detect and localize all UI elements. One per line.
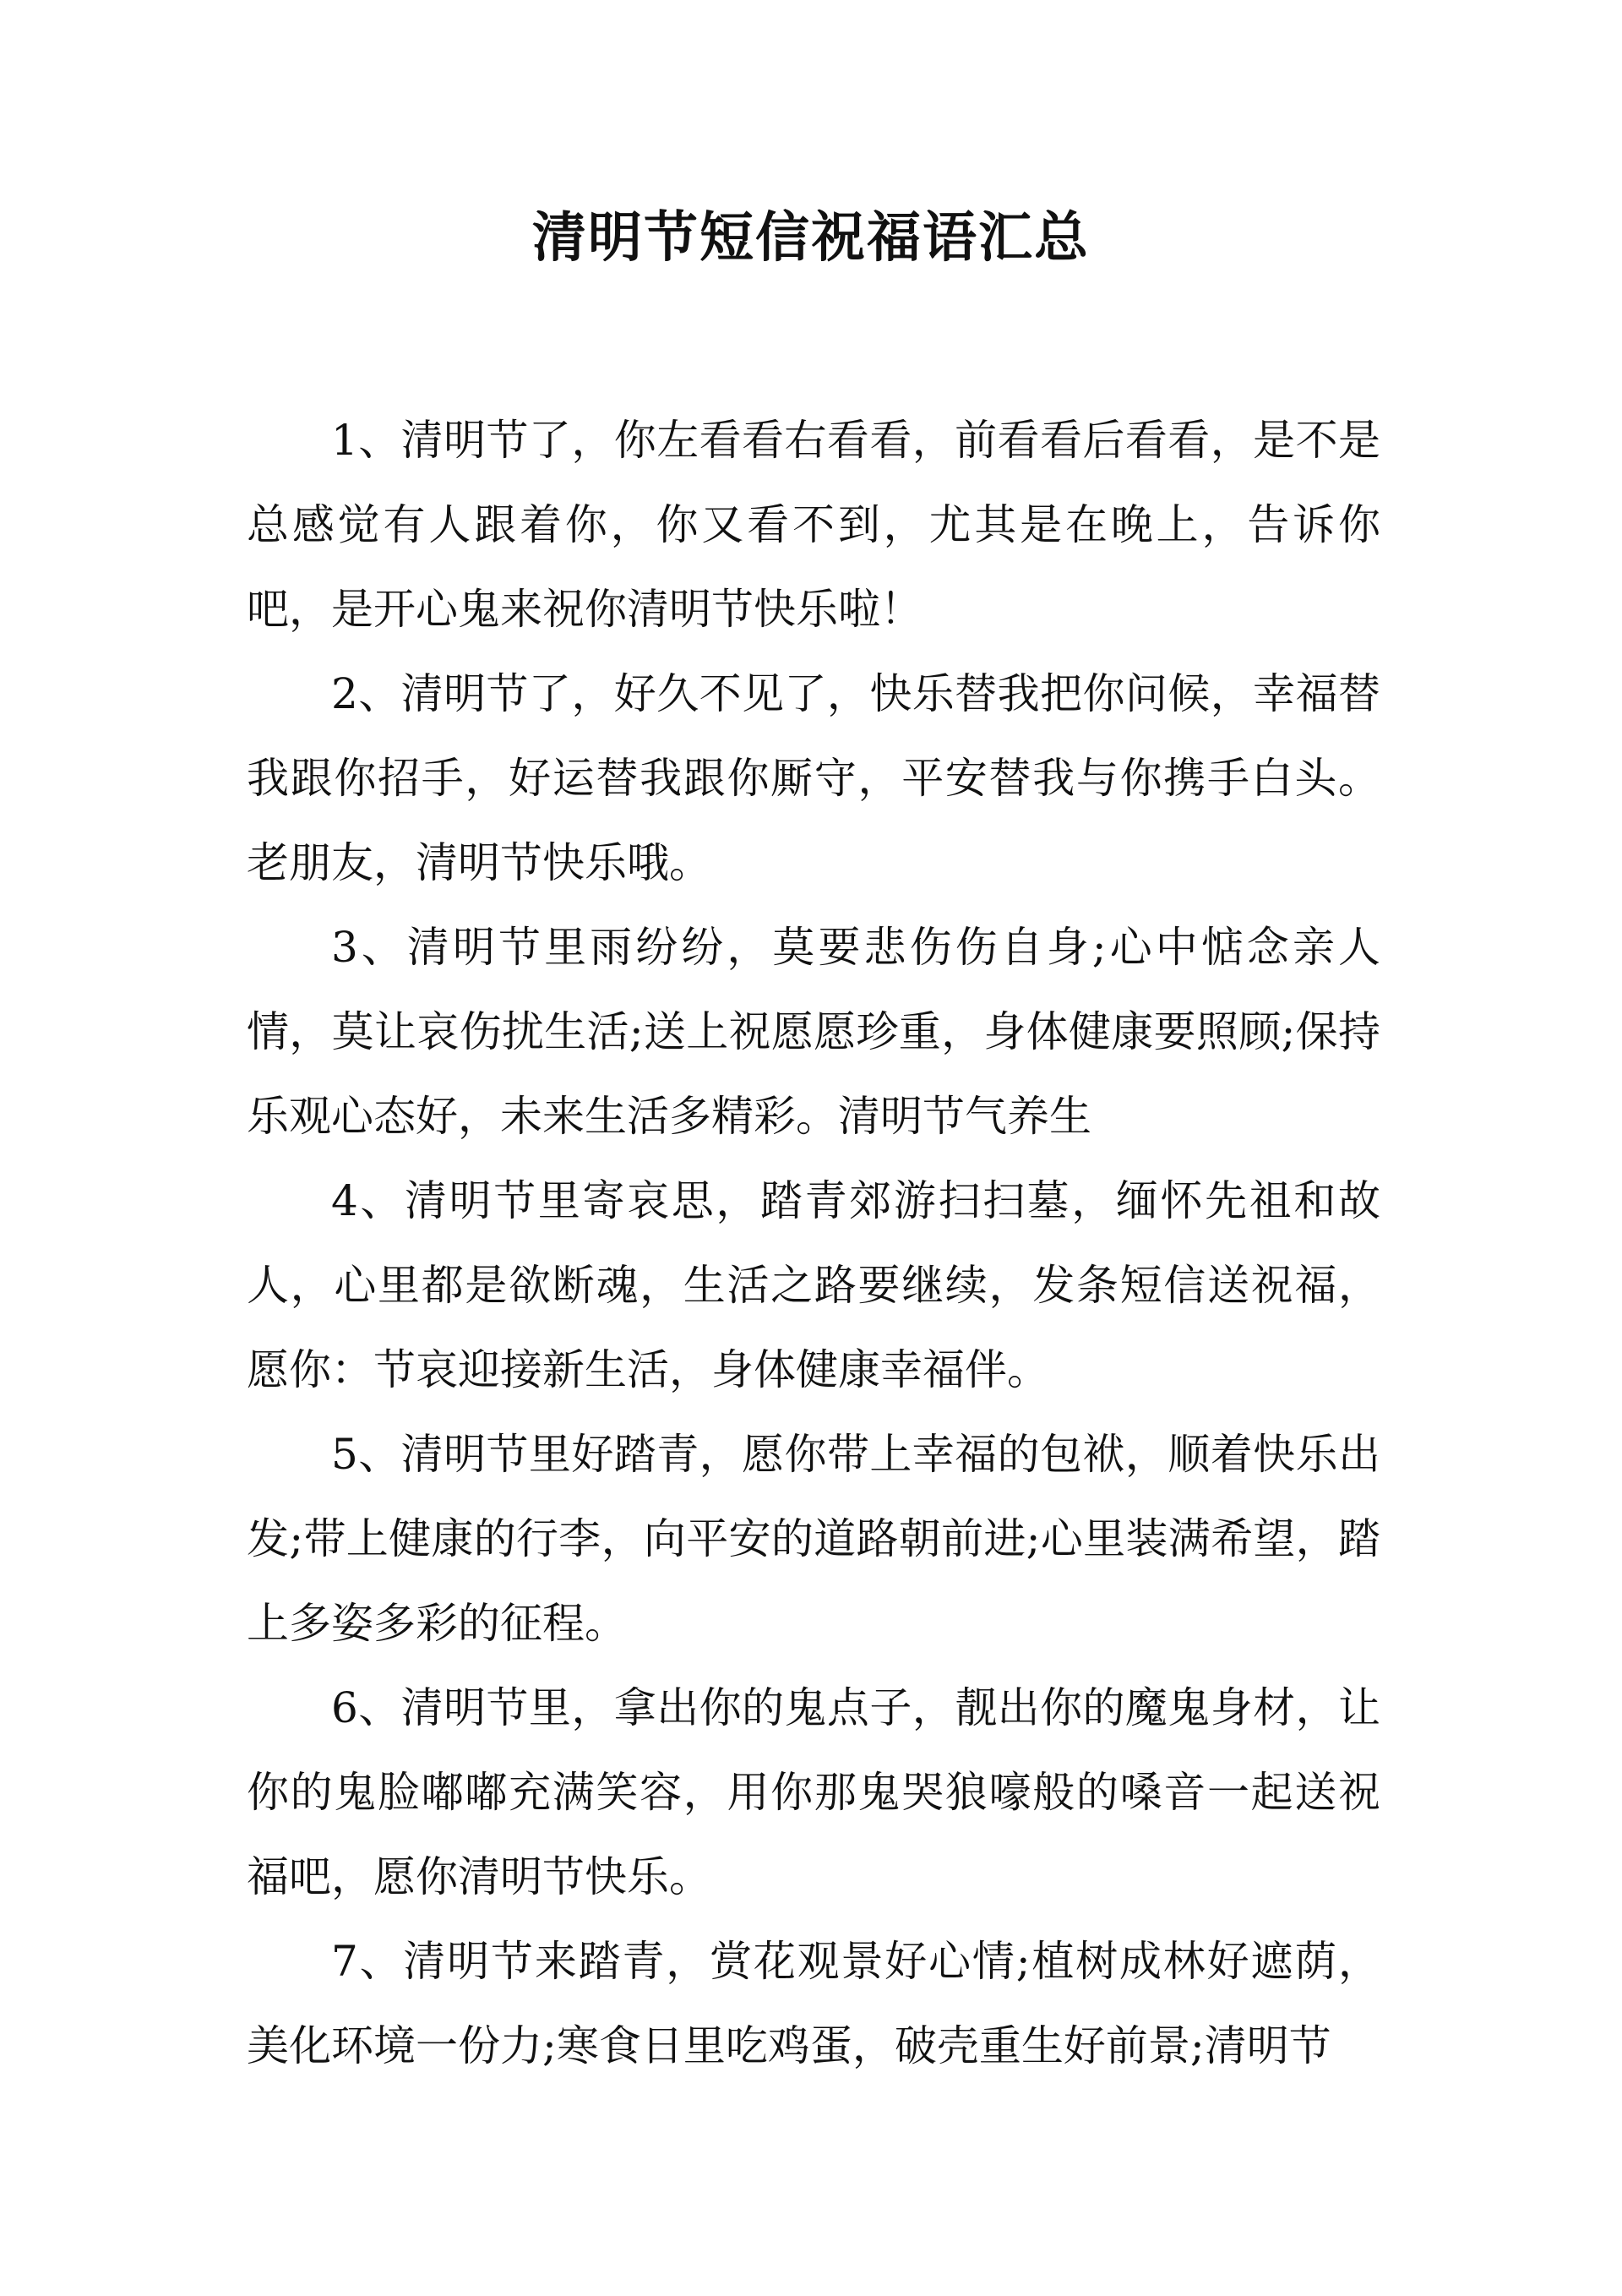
paragraph-2: 2、清明节了，好久不见了，快乐替我把你问候，幸福替我跟你招手，好运替我跟你厮守，平安替我与你携手白头。老朋友，清明节快乐哦。 [247,669,1380,887]
paragraph-7: 7、清明节来踏青，赏花观景好心情;植树成林好遮荫，美化环境一份力;寒食日里吃鸡蛋，破壳重生好前景;清明节 [247,1937,1380,2070]
page-title: 清明节短信祝福语汇总 [532,206,1090,270]
paragraph-5: 5、清明节里好踏青，愿你带上幸福的包袱，顺着快乐出发;带上健康的行李，向平安的道路朝前进;心里装满希望，踏上多姿多彩的征程。 [247,1430,1380,1648]
paragraph-4: 4、清明节里寄哀思，踏青郊游扫扫墓，缅怀先祖和故人，心里都是欲断魂，生活之路要继续，发条短信送祝福，愿你：节哀迎接新生活，身体健康幸福伴。 [247,1176,1380,1394]
paragraph-1: 1、清明节了，你左看看右看看，前看看后看看，是不是总感觉有人跟着你，你又看不到，尤其是在晚上，告诉你吧，是开心鬼来祝你清明节快乐啦！ [247,416,1380,634]
paragraph-6: 6、清明节里，拿出你的鬼点子，靓出你的魔鬼身材，让你的鬼脸嘟嘟充满笑容，用你那鬼哭狼嚎般的嗓音一起送祝福吧，愿你清明节快乐。 [247,1683,1380,1901]
paragraph-3: 3、清明节里雨纷纷，莫要悲伤伤自身;心中惦念亲人情，莫让哀伤扰生活;送上祝愿愿珍重，身体健康要照顾;保持乐观心态好，未来生活多精彩。清明节气养生 [247,923,1380,1141]
document-body [247,398,1380,2088]
